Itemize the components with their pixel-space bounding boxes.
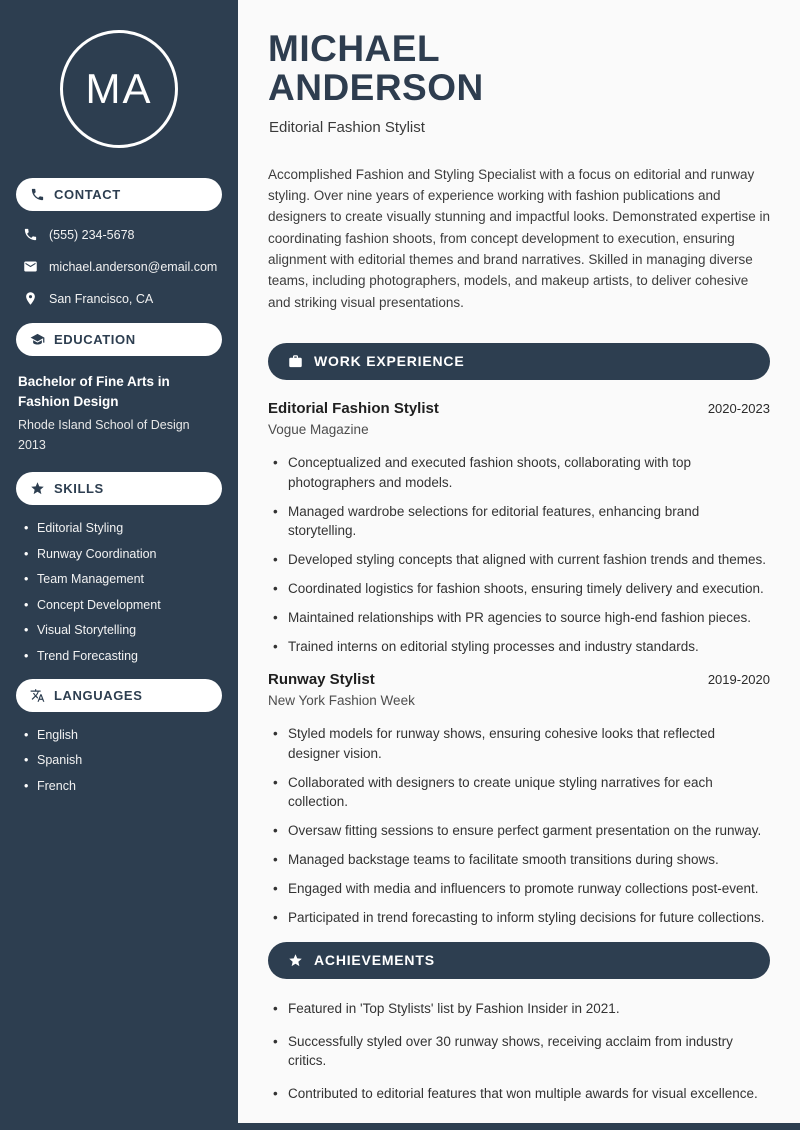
language-item: • Spanish	[24, 753, 222, 767]
job-company: New York Fashion Week	[268, 692, 415, 708]
work-experience-section-title: WORK EXPERIENCE	[314, 353, 465, 370]
skill-item: • Trend Forecasting	[24, 649, 222, 663]
work-experience-section-header	[268, 343, 770, 380]
candidate-name-line1: MICHAEL	[268, 28, 441, 69]
job-dates: 2020-2023	[707, 400, 770, 416]
skill-item: • Runway Coordination	[24, 547, 222, 561]
candidate-name-line2: ANDERSON	[268, 66, 484, 108]
skills-section-header	[16, 472, 222, 505]
job-bullet: • Collaborated with designers to create unique styling narratives for each collection.	[272, 773, 770, 812]
job-bullet: • Conceptualized and executed fashion shoots, collaborating with top photographers and models.	[272, 453, 770, 492]
contact-location-value: San Francisco, CA	[49, 291, 154, 306]
education-year: 2013	[18, 438, 46, 453]
job-company: Vogue Magazine	[268, 421, 369, 437]
star-icon	[30, 481, 45, 496]
job-bullet: • Managed wardrobe selections for editorial features, enhancing brand storytelling.	[272, 502, 770, 541]
job-bullet: • Styled models for runway shows, ensuring cohesive looks that reflected designer vision.	[272, 724, 770, 763]
contact-section-title: CONTACT	[54, 187, 121, 202]
job-entry	[268, 671, 770, 928]
avatar-initials: MA	[85, 65, 153, 112]
job-dates: 2019-2020	[707, 671, 770, 687]
skill-item: • Visual Storytelling	[24, 623, 222, 637]
star-icon	[288, 953, 303, 968]
contact-phone	[23, 227, 222, 242]
job-bullet: • Participated in trend forecasting to inform styling decisions for future collections.	[272, 908, 770, 928]
contact-section-header	[16, 178, 222, 211]
skills-section-title: SKILLS	[54, 481, 104, 497]
job-bullet: • Oversaw fitting sessions to ensure perfect garment presentation on the runway.	[272, 821, 770, 841]
achievement-bullet: • Contributed to editorial features that won multiple awards for visual excellence.	[272, 1084, 770, 1104]
candidate-job-title: Editorial Fashion Stylist	[269, 118, 425, 136]
education-school: Rhode Island School of Design	[18, 418, 190, 433]
job-role: Editorial Fashion Stylist	[268, 399, 439, 417]
contact-location	[23, 291, 222, 306]
location-pin-icon	[23, 291, 38, 306]
graduation-cap-icon	[30, 332, 45, 347]
phone-icon	[30, 187, 45, 202]
avatar	[60, 30, 178, 148]
contact-email-value: michael.anderson@email.com	[49, 259, 218, 274]
job-bullet-list	[272, 453, 770, 657]
achievements-list	[272, 999, 770, 1103]
languages-list	[24, 728, 222, 793]
languages-section-header	[16, 679, 222, 712]
skill-item: • Editorial Styling	[24, 521, 222, 535]
job-bullet: • Coordinated logistics for fashion shoots, ensuring timely delivery and execution.	[272, 579, 770, 599]
sidebar	[0, 0, 238, 1130]
footer-strip	[0, 1123, 800, 1130]
job-header	[268, 671, 770, 688]
language-item: • English	[24, 728, 222, 742]
job-bullet: • Engaged with media and influencers to promote runway collections post-event.	[272, 879, 770, 899]
job-bullet: • Maintained relationships with PR agencies to source high-end fashion pieces.	[272, 608, 770, 628]
education-entry	[18, 372, 222, 452]
job-header	[268, 400, 770, 417]
job-bullet: • Managed backstage teams to facilitate smooth transitions during shows.	[272, 850, 770, 870]
summary-paragraph: Accomplished Fashion and Styling Specialist with a focus on editorial and runway styling. Over nine years of experience working with fashion publications and designers to create visually stunning and impactful looks. Demonstrated expertise in coordinating fashion shoots, from concept development to execution, ensuring alignment with editorial themes and brand narratives. Skilled in managing diverse teams, including photographers, models, and makeup artists, to deliver cohesive and striking visual presentations.	[268, 166, 771, 310]
email-icon	[23, 259, 38, 274]
briefcase-icon	[288, 354, 303, 369]
achievement-bullet: • Featured in 'Top Stylists' list by Fashion Insider in 2021.	[272, 999, 770, 1019]
achievement-bullet: • Successfully styled over 30 runway shows, receiving acclaim from industry critics.	[272, 1032, 770, 1071]
candidate-name	[268, 30, 770, 108]
main-content	[238, 0, 800, 1130]
phone-icon	[23, 227, 38, 242]
achievements-section-title: ACHIEVEMENTS	[314, 952, 435, 969]
achievements-section-header	[268, 942, 770, 979]
skills-list	[24, 521, 222, 663]
translate-icon	[30, 688, 45, 703]
language-item: • French	[24, 779, 222, 793]
job-bullet: • Trained interns on editorial styling processes and industry standards.	[272, 637, 770, 657]
job-bullet: • Developed styling concepts that aligned with current fashion trends and themes.	[272, 550, 770, 570]
contact-phone-value: (555) 234-5678	[49, 227, 135, 242]
contact-email	[23, 259, 222, 274]
job-role: Runway Stylist	[268, 670, 375, 688]
education-section-header	[16, 323, 222, 356]
skill-item: • Concept Development	[24, 598, 222, 612]
education-section-title: EDUCATION	[54, 332, 136, 347]
education-degree: Bachelor of Fine Arts in Fashion Design	[18, 374, 170, 409]
job-entry	[268, 400, 770, 657]
skill-item: • Team Management	[24, 572, 222, 586]
languages-section-title: LANGUAGES	[54, 687, 143, 703]
job-bullet-list	[272, 724, 770, 928]
